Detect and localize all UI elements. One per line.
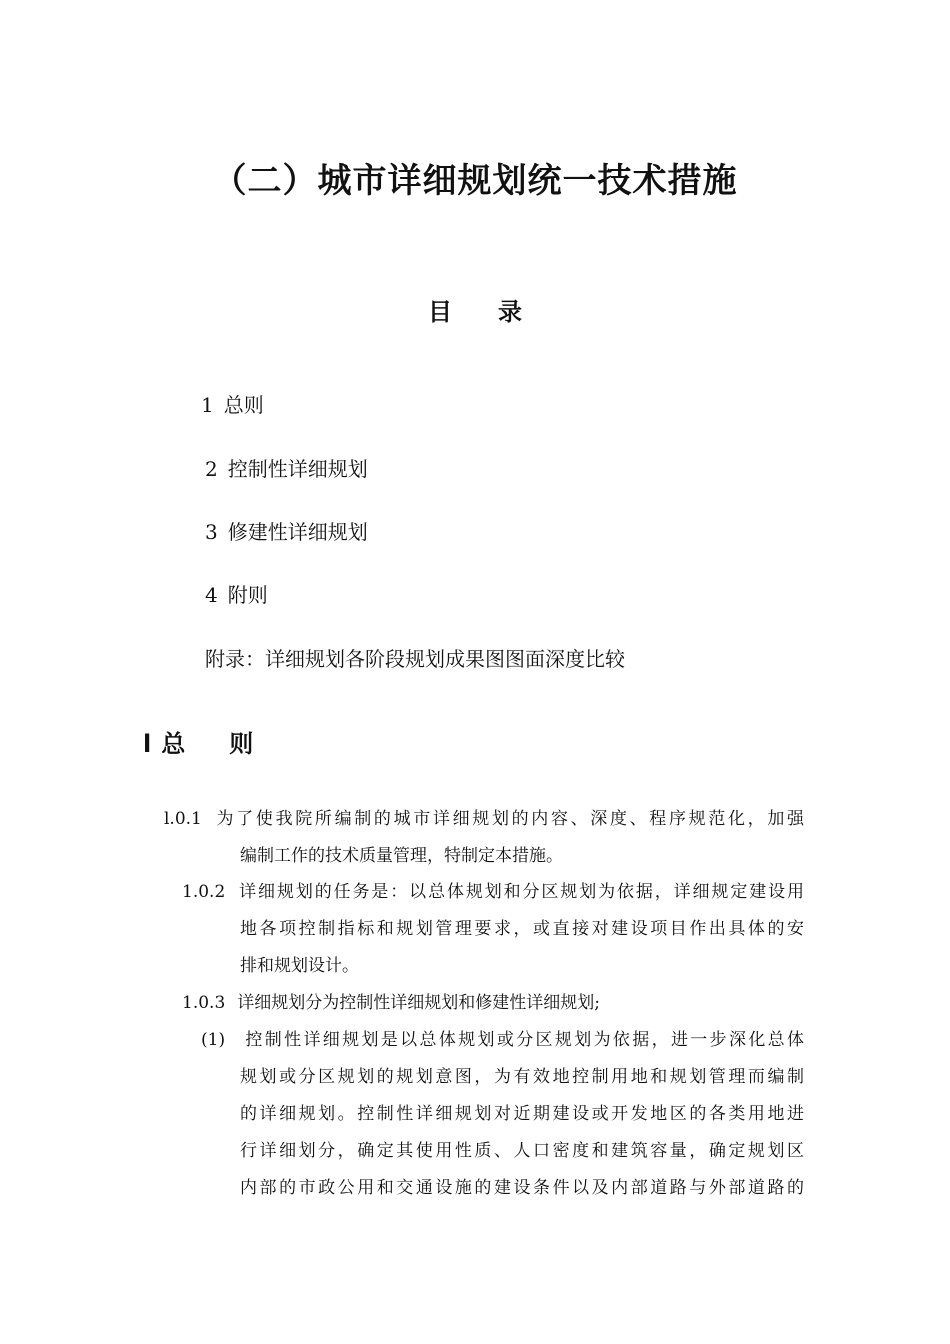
clause-text: 为了使我院所编制的城市详细规划的内容、深度、程序规范化，加强 — [213, 809, 804, 829]
clause-number: 1.0.3 — [182, 993, 226, 1013]
toc-item-number: 3 — [205, 520, 218, 544]
clause-line: 地各项控制指标和规划管理要求，或直接对建设项目作出具体的安 — [240, 919, 804, 939]
toc-heading — [0, 292, 950, 327]
toc-item — [205, 579, 268, 608]
toc-heading-char-1: 目 — [428, 298, 452, 326]
clause-line: 内部的市政公用和交通设施的建设条件以及内部道路与外部道路的 — [240, 1178, 804, 1198]
section-heading — [143, 724, 253, 759]
section-title-char-1: 总 — [161, 730, 186, 758]
toc-item — [205, 516, 368, 545]
clause-line: 行详细划分，确定其使用性质、人口密度和建筑容量，确定规划区 — [240, 1141, 804, 1161]
clause-text: 控制性详细规划是以总体规划或分区规划为依据，进一步深化总体 — [243, 1030, 804, 1050]
toc-item-label: 附录：详细规划各阶段规划成果图图面深度比较 — [205, 647, 625, 671]
clause-line: 的详细规划。控制性详细规划对近期建设或开发地区的各类用地进 — [240, 1104, 804, 1124]
toc-item-number: 4 — [205, 583, 218, 607]
toc-item — [201, 389, 264, 418]
clause-paragraph — [201, 1022, 804, 1207]
toc-item-label: 附则 — [227, 583, 268, 607]
clause-line — [164, 801, 804, 838]
clause-line — [182, 985, 804, 1022]
clause-paragraph — [182, 985, 804, 1022]
clause-paragraph — [182, 874, 804, 985]
toc-item-appendix — [205, 643, 625, 672]
toc-item-number: 1 — [201, 393, 214, 417]
clause-number: l.0.1 — [164, 809, 202, 829]
clause-line — [201, 1022, 804, 1059]
clause-line: 排和规划设计。 — [240, 956, 359, 976]
clause-line — [182, 874, 804, 911]
document-title: （二）城市详细规划统一技术措施 — [212, 161, 738, 201]
toc-item-number: 2 — [205, 457, 218, 481]
section-title-char-2: 则 — [229, 730, 254, 758]
toc-item-label: 总则 — [223, 393, 264, 417]
clause-number: (1) — [201, 1030, 226, 1050]
section-number: l — [143, 730, 152, 758]
toc-heading-char-2: 录 — [498, 298, 522, 326]
clause-paragraph — [164, 801, 804, 875]
toc-item-label: 修建性详细规划 — [227, 520, 368, 544]
clause-line: 编制工作的技术质量管理，特制定本措施。 — [240, 846, 563, 866]
toc-item-label: 控制性详细规划 — [227, 457, 368, 481]
toc-item — [205, 453, 368, 482]
clause-text: 详细规划的任务是：以总体规划和分区规划为依据，详细规定建设用 — [237, 882, 804, 902]
clause-text: 详细规划分为控制性详细规划和修建性详细规划; — [237, 993, 600, 1013]
clause-number: 1.0.2 — [182, 882, 226, 902]
clause-line: 规划或分区规划的规划意图，为有效地控制用地和规划管理而编制 — [240, 1067, 804, 1087]
